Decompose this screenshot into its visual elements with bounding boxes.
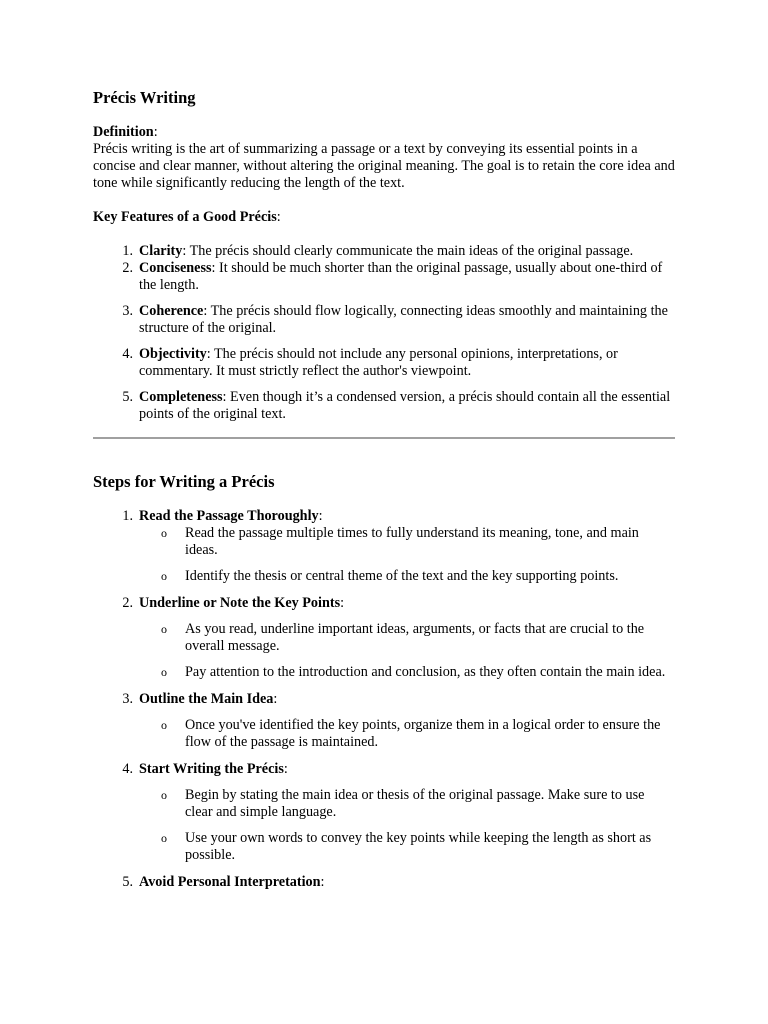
step-number: 4. — [122, 761, 133, 777]
step-item — [93, 508, 675, 585]
step-colon: : — [320, 874, 325, 890]
step-sublist — [139, 787, 675, 864]
bullet-icon: o — [161, 831, 167, 845]
feature-number: 5. — [122, 389, 133, 405]
feature-text: : The précis should flow logically, connecting ideas smoothly and maintaining the structure of the original. — [139, 303, 668, 336]
sub-item-text: Once you've identified the key points, organize them in a logical order to ensure the flow of the passage is maintained. — [185, 717, 661, 750]
page-title: Précis Writing — [93, 88, 196, 107]
definition-text: Précis writing is the art of summarizing a passage or a text by conveying its essential points in a concise and clear manner, without altering the original meaning. The goal is to retain the core idea and tone while significantly reducing the length of the text. — [93, 141, 675, 191]
bullet-icon: o — [161, 718, 167, 732]
step-number: 3. — [122, 691, 133, 707]
sub-item-text: Identify the thesis or central theme of the text and the key supporting points. — [185, 568, 619, 584]
feature-item — [93, 389, 675, 423]
step-item — [93, 691, 675, 751]
step-sublist — [139, 621, 675, 681]
step-number: 2. — [122, 595, 133, 611]
bullet-icon: o — [161, 622, 167, 636]
feature-number: 3. — [122, 303, 133, 319]
sub-item — [139, 568, 675, 585]
step-term: Avoid Personal Interpretation — [139, 874, 321, 890]
bullet-icon: o — [161, 569, 167, 583]
feature-item — [93, 243, 675, 260]
sub-item — [139, 525, 675, 559]
feature-item — [93, 260, 675, 294]
bullet-icon: o — [161, 526, 167, 540]
step-sublist — [139, 717, 675, 751]
steps-list — [93, 508, 675, 891]
feature-term: Coherence — [139, 303, 204, 319]
feature-item — [93, 346, 675, 380]
step-term: Outline the Main Idea — [139, 691, 274, 707]
step-term: Start Writing the Précis — [139, 761, 284, 777]
feature-term: Completeness — [139, 389, 223, 405]
step-colon: : — [318, 508, 323, 524]
sub-item — [139, 717, 675, 751]
bullet-icon: o — [161, 665, 167, 679]
sub-item-text: Use your own words to convey the key points while keeping the length as short as possible. — [185, 830, 652, 863]
feature-term: Clarity — [139, 243, 183, 259]
feature-text: : The précis should not include any personal opinions, interpretations, or commentary. It must strictly reflect the author's viewpoint. — [139, 346, 618, 379]
steps-heading: Steps for Writing a Précis — [93, 472, 275, 491]
feature-term: Objectivity — [139, 346, 207, 362]
sub-item-text: As you read, underline important ideas, arguments, or facts that are crucial to the overall message. — [185, 621, 645, 654]
step-item — [93, 874, 675, 891]
step-colon: : — [273, 691, 278, 707]
feature-text: : It should be much shorter than the original passage, usually about one-third of the length. — [139, 260, 663, 293]
feature-number: 1. — [122, 243, 133, 259]
feature-number: 4. — [122, 346, 133, 362]
sub-item — [139, 621, 675, 655]
sub-item — [139, 830, 675, 864]
features-heading-text: Key Features of a Good Précis — [93, 209, 277, 225]
feature-term: Conciseness — [139, 260, 212, 276]
sub-item-text: Read the passage multiple times to fully understand its meaning, tone, and main ideas. — [185, 525, 639, 558]
step-number: 5. — [122, 874, 133, 890]
definition-heading: Definition: — [93, 124, 158, 140]
sub-item — [139, 664, 675, 681]
step-number: 1. — [122, 508, 133, 524]
feature-item — [93, 303, 675, 337]
sub-item-text: Pay attention to the introduction and conclusion, as they often contain the main idea. — [185, 664, 666, 680]
features-list — [93, 243, 675, 423]
step-sublist — [139, 525, 675, 585]
step-item — [93, 761, 675, 864]
step-colon: : — [340, 595, 345, 611]
horizontal-divider — [93, 437, 675, 439]
feature-number: 2. — [122, 260, 133, 276]
step-term: Read the Passage Thoroughly — [139, 508, 319, 524]
step-colon: : — [283, 761, 288, 777]
document-page — [93, 88, 675, 891]
step-term: Underline or Note the Key Points — [139, 595, 341, 611]
bullet-icon: o — [161, 788, 167, 802]
sub-item-text: Begin by stating the main idea or thesis of the original passage. Make sure to use clear and simple language. — [185, 787, 645, 820]
feature-text: : The précis should clearly communicate the main ideas of the original passage. — [182, 243, 634, 259]
feature-text: : Even though it’s a condensed version, a précis should contain all the essential points of the original text. — [139, 389, 671, 422]
definition-label: Definition — [93, 124, 154, 140]
sub-item — [139, 787, 675, 821]
features-heading: Key Features of a Good Précis: — [93, 209, 281, 225]
step-item — [93, 595, 675, 681]
